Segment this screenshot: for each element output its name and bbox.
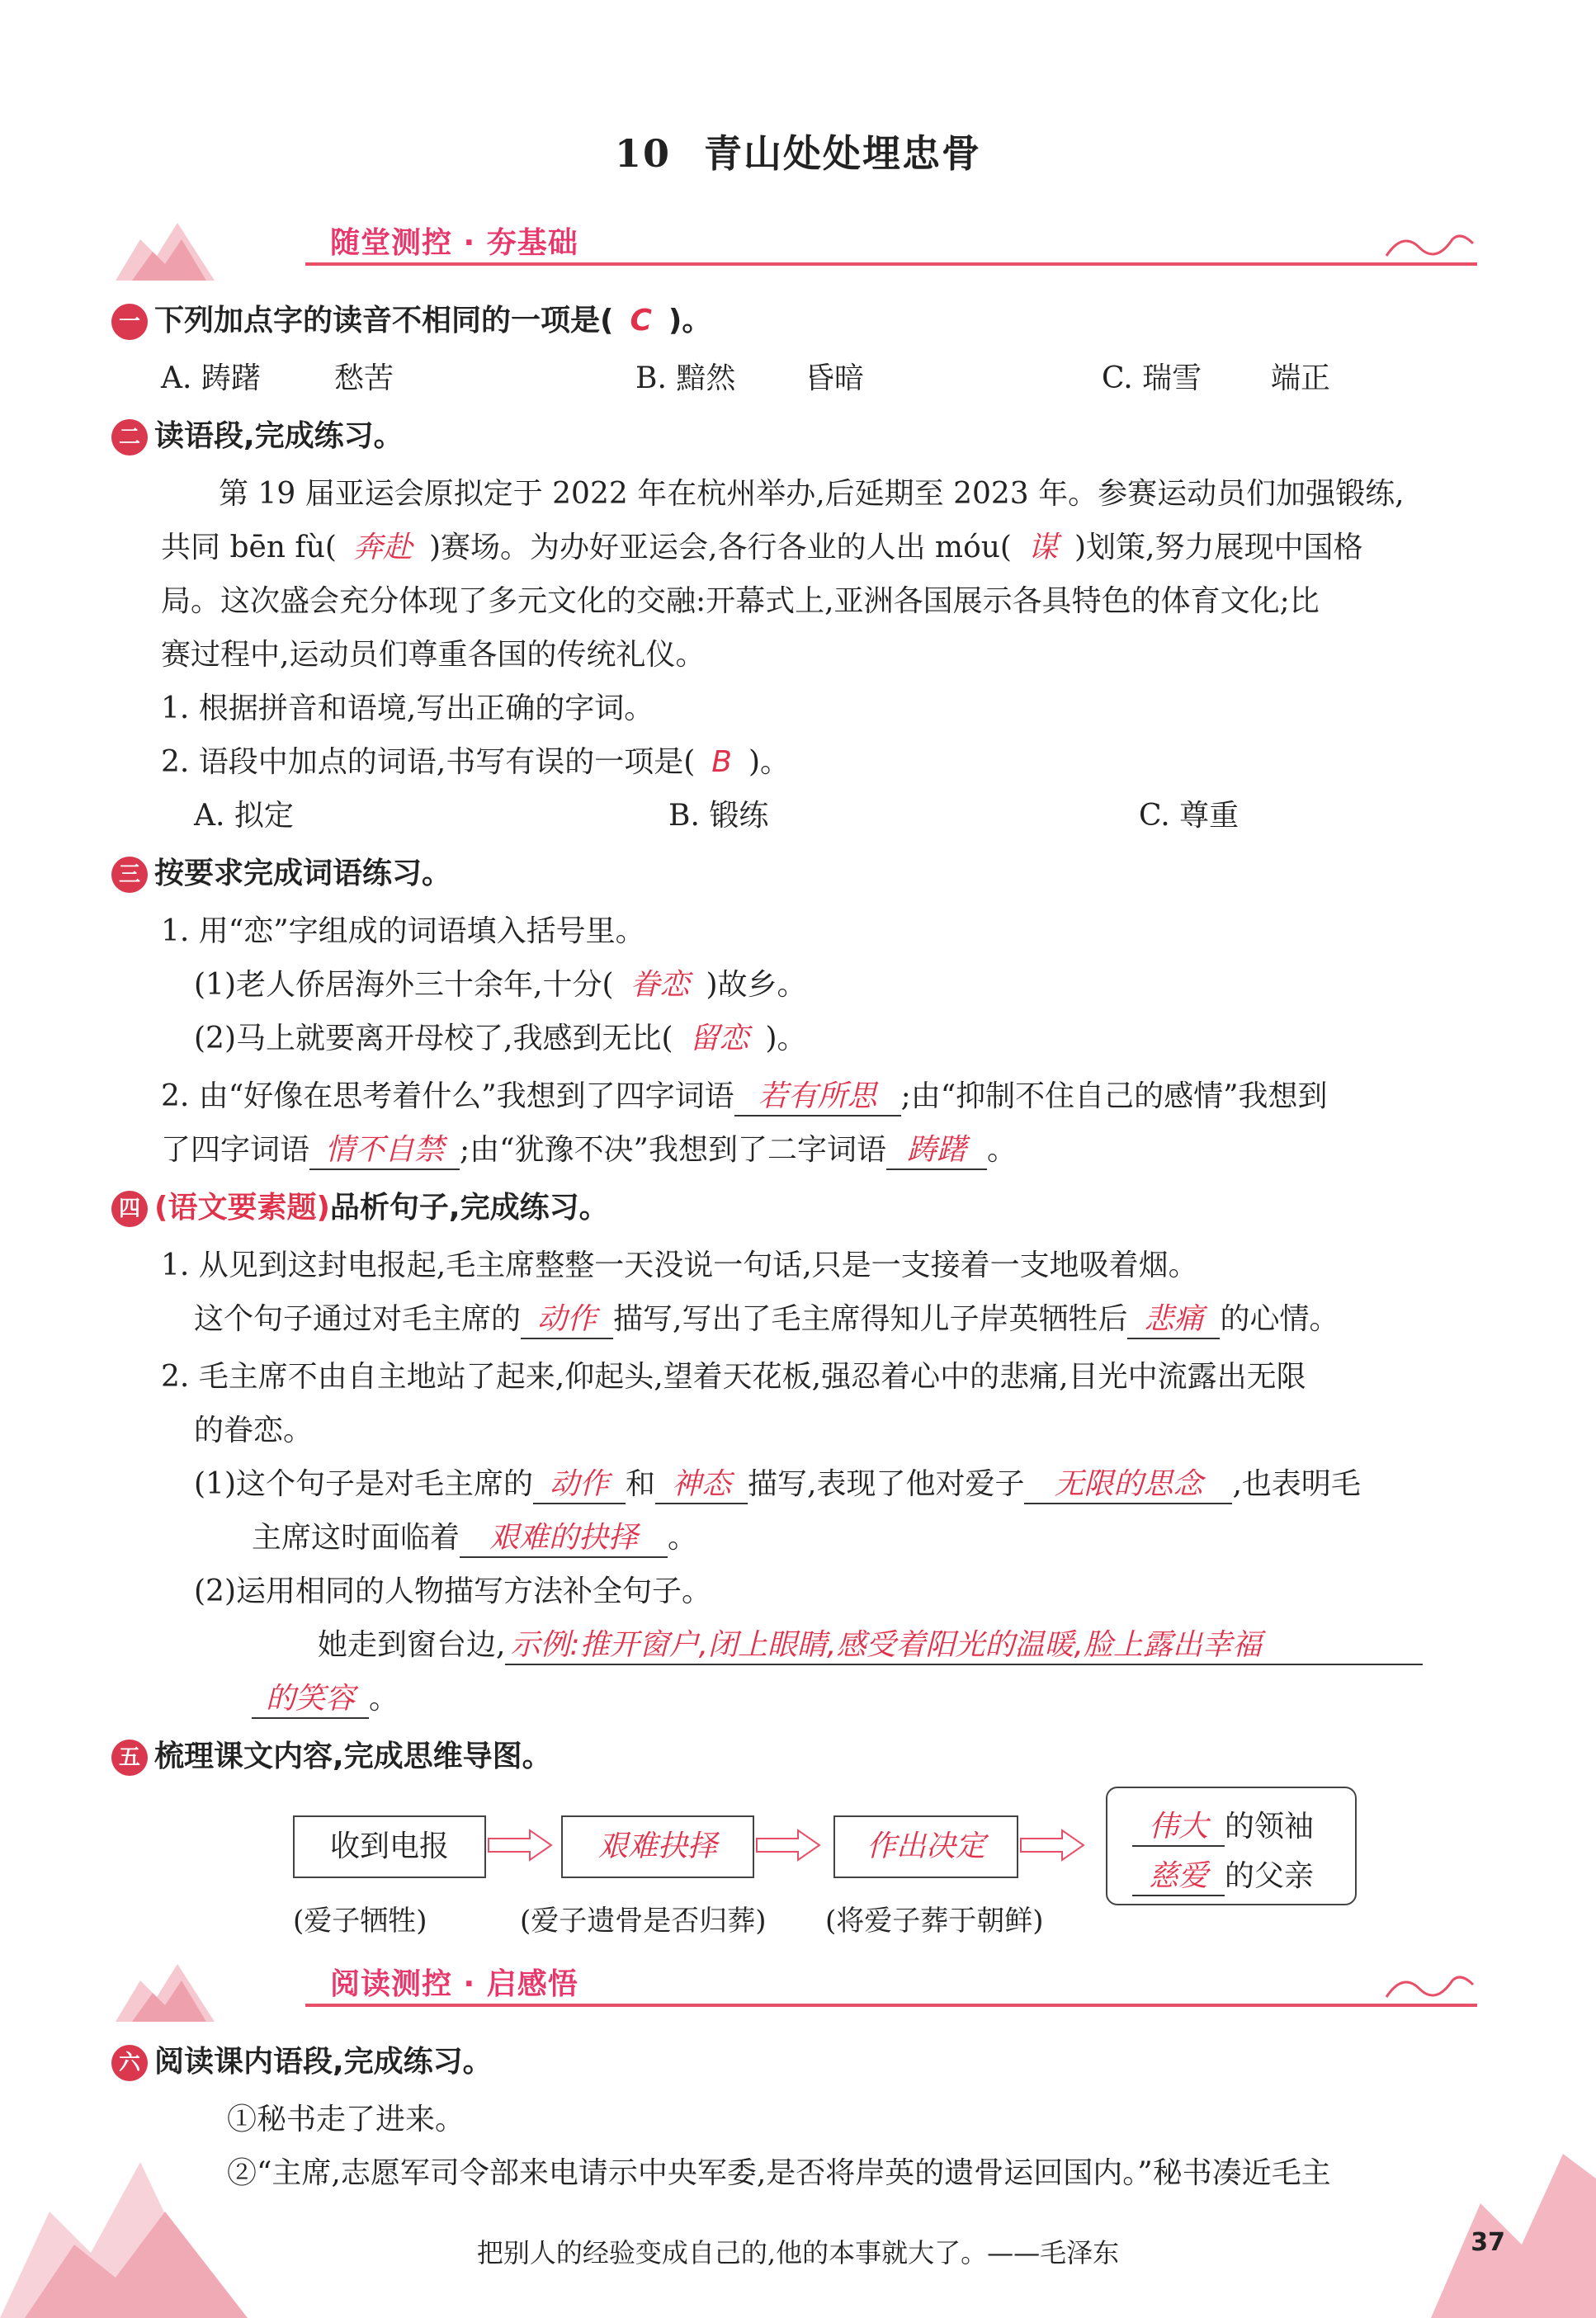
answer-blank: 艰难的抉择 bbox=[460, 1514, 668, 1558]
lesson-title: 青山处处埋忠骨 bbox=[704, 131, 981, 176]
page-title bbox=[0, 124, 1596, 178]
arrow-right-icon bbox=[755, 1829, 821, 1862]
q4-line-6: 主席这时面临着 艰难的抉择 。 bbox=[252, 1514, 697, 1558]
sentence-1: (1)老人侨居海外三十余年,十分( 眷恋 )故乡。 bbox=[194, 968, 807, 1002]
answer-text: B bbox=[711, 745, 732, 779]
answer-blank: 动作 bbox=[533, 1461, 626, 1504]
answer-blank: 慈爱 bbox=[1132, 1853, 1225, 1896]
option-c1: C. 瑞雪 bbox=[1102, 361, 1202, 395]
sub-question-2: 2. 语段中加点的词语,书写有误的一项是( B )。 bbox=[161, 745, 791, 779]
mindmap-box-1: 收到电报 bbox=[293, 1815, 486, 1878]
mindmap-box-3: 作出决定 bbox=[833, 1815, 1018, 1878]
option-c2: 端正 bbox=[1271, 361, 1331, 395]
answer-text: 留恋 bbox=[689, 1022, 749, 1055]
cloud-swirl-icon bbox=[1378, 223, 1477, 264]
question-4-heading bbox=[111, 1184, 609, 1227]
bottom-right-mountain-icon bbox=[1431, 2129, 1596, 2318]
mountain-decoration-icon bbox=[116, 1956, 215, 2022]
option-a2: 愁苦 bbox=[334, 361, 394, 395]
mindmap-caption-3: (将爱子葬于朝鲜) bbox=[825, 1905, 1044, 1938]
lesson-number: 10 bbox=[614, 131, 671, 176]
q4-line-1: 1. 从见到这封电报起,毛主席整整一天没说一句话,只是一支接着一支地吸着烟。 bbox=[161, 1249, 1198, 1282]
mindmap-summary-box bbox=[1106, 1787, 1357, 1905]
passage-line-4: 赛过程中,运动员们尊重各国的传统礼仪。 bbox=[161, 638, 706, 672]
question-prompt: 读语段,完成练习。 bbox=[154, 419, 404, 453]
section-line bbox=[305, 262, 1477, 266]
option-b2: 昏暗 bbox=[805, 361, 865, 395]
section-banner-1 bbox=[116, 215, 1477, 281]
option-a1: A. 踌躇 bbox=[161, 361, 261, 395]
question-1-heading bbox=[111, 297, 711, 340]
question-prompt: 下列加点字的读音不相同的一项是( bbox=[154, 304, 614, 338]
answer-blank: 若有所思 bbox=[734, 1073, 901, 1117]
section-label: 随堂测控 · 夯基础 bbox=[330, 226, 578, 260]
question-2-heading bbox=[111, 413, 404, 456]
footer-quote: 把别人的经验变成自己的,他的本事就大了。——毛泽东 bbox=[476, 2237, 1120, 2268]
mountain-decoration-icon bbox=[116, 215, 215, 281]
q4-line-8: 她走到窗台边, 示例:推开窗户,闭上眼睛,感受着阳光的温暖,脸上露出幸福 bbox=[318, 1622, 1423, 1665]
q4-line-4: 的眷恋。 bbox=[194, 1414, 314, 1447]
answer-text: 眷恋 bbox=[630, 968, 690, 1002]
question-prompt: 梳理课文内容,完成思维导图。 bbox=[154, 1740, 552, 1773]
question-badge: 三 bbox=[111, 857, 148, 893]
answer-blank: 神态 bbox=[655, 1461, 748, 1504]
passage-line-1: 第 19 届亚运会原拟定于 2022 年在杭州举办,后延期至 2023 年。参赛运动员们加强锻练, bbox=[219, 477, 1405, 511]
answer-blank: 的笑容 bbox=[252, 1675, 369, 1719]
question-prompt: 按要求完成词语练习。 bbox=[154, 857, 452, 890]
reading-line-2: ②“主席,志愿军司令部来电请示中央军委,是否将岸英的遗骨运回国内。”秘书凑近毛主 bbox=[227, 2156, 1331, 2190]
question-tag: (语文要素题) bbox=[154, 1191, 330, 1225]
option-b: B. 锻练 bbox=[668, 799, 769, 833]
mindmap-caption-2: (爱子遗骨是否归葬) bbox=[520, 1905, 767, 1938]
question-badge: 五 bbox=[111, 1740, 148, 1776]
answer-blank: 动作 bbox=[521, 1296, 613, 1339]
section-label: 阅读测控 · 启感悟 bbox=[330, 1967, 578, 2001]
cloud-swirl-icon bbox=[1378, 1964, 1477, 2005]
q4-line-2: 这个句子通过对毛主席的 动作 描写,写出了毛主席得知儿子岸英牺牲后 悲痛 的心情。 bbox=[194, 1296, 1339, 1339]
question-prompt-end: )。 bbox=[668, 304, 712, 338]
answer-blank: 无限的思念 bbox=[1024, 1461, 1232, 1504]
answer-blank: 踌躇 bbox=[886, 1126, 987, 1170]
answer-text: C bbox=[630, 304, 652, 338]
q4-line-9: 的笑容 。 bbox=[252, 1675, 399, 1719]
section-banner-2 bbox=[116, 1956, 1477, 2022]
question-prompt: 品析句子,完成练习。 bbox=[329, 1191, 609, 1225]
sentence-2: (2)马上就要离开母校了,我感到无比( 留恋 )。 bbox=[194, 1022, 807, 1055]
question-badge: 一 bbox=[111, 304, 148, 340]
sub-question-2-line-1: 2. 由“好像在思考着什么”我想到了四字词语 若有所思 ;由“抑制不住自己的感情”我想到 bbox=[161, 1073, 1328, 1117]
question-badge: 六 bbox=[111, 2045, 148, 2081]
reading-line-1: ①秘书走了进来。 bbox=[227, 2103, 465, 2136]
option-a: A. 拟定 bbox=[194, 799, 294, 833]
question-prompt: 阅读课内语段,完成练习。 bbox=[154, 2045, 493, 2079]
section-line bbox=[305, 2004, 1477, 2007]
question-badge: 二 bbox=[111, 419, 148, 456]
q4-line-5: (1)这个句子是对毛主席的 动作 和 神态 描写,表现了他对爱子 无限的思念 ,也表明毛 bbox=[194, 1461, 1361, 1504]
question-3-heading bbox=[111, 850, 451, 893]
sub-question-2-line-2: 了四字词语 情不自禁 ;由“犹豫不决”我想到了二字词语 踌躇 。 bbox=[161, 1126, 1017, 1170]
summary-line-1: 伟大 的领袖 bbox=[1132, 1803, 1314, 1847]
arrow-right-icon bbox=[487, 1829, 553, 1862]
option-c: C. 尊重 bbox=[1139, 799, 1239, 833]
question-6-heading bbox=[111, 2038, 493, 2081]
answer-text: 谋 bbox=[1027, 531, 1058, 564]
page-number: 37 bbox=[1471, 2228, 1505, 2257]
sub-question-1: 1. 根据拼音和语境,写出正确的字词。 bbox=[161, 692, 654, 725]
bottom-left-mountain-icon bbox=[0, 2113, 248, 2318]
passage-line-3: 局。这次盛会充分体现了多元文化的交融:开幕式上,亚洲各国展示各具特色的体育文化;比 bbox=[161, 584, 1320, 618]
answer-blank: 悲痛 bbox=[1127, 1296, 1220, 1339]
answer-blank: 情不自禁 bbox=[309, 1126, 460, 1170]
option-b1: B. 黯然 bbox=[635, 361, 736, 395]
passage-line-2: 共同 bēn fù( 奔赴 )赛场。为办好亚运会,各行各业的人出 móu( 谋 )划策,努力展现中国格 bbox=[161, 531, 1363, 564]
mindmap-caption-1: (爱子牺牲) bbox=[293, 1905, 427, 1938]
arrow-right-icon bbox=[1019, 1829, 1085, 1862]
summary-line-2: 慈爱 的父亲 bbox=[1132, 1853, 1314, 1896]
answer-blank: 伟大 bbox=[1132, 1803, 1225, 1847]
q4-line-7: (2)运用相同的人物描写方法补全句子。 bbox=[194, 1574, 711, 1608]
mindmap-box-2: 艰难抉择 bbox=[561, 1815, 754, 1878]
sub-question-1: 1. 用“恋”字组成的词语填入括号里。 bbox=[161, 914, 645, 948]
q4-line-3: 2. 毛主席不由自主地站了起来,仰起头,望着天花板,强忍着心中的悲痛,目光中流露出无限 bbox=[161, 1360, 1306, 1394]
answer-text: 奔赴 bbox=[352, 531, 413, 564]
answer-blank: 示例:推开窗户,闭上眼睛,感受着阳光的温暖,脸上露出幸福 bbox=[505, 1622, 1423, 1665]
question-5-heading bbox=[111, 1733, 552, 1776]
question-badge: 四 bbox=[111, 1191, 148, 1227]
